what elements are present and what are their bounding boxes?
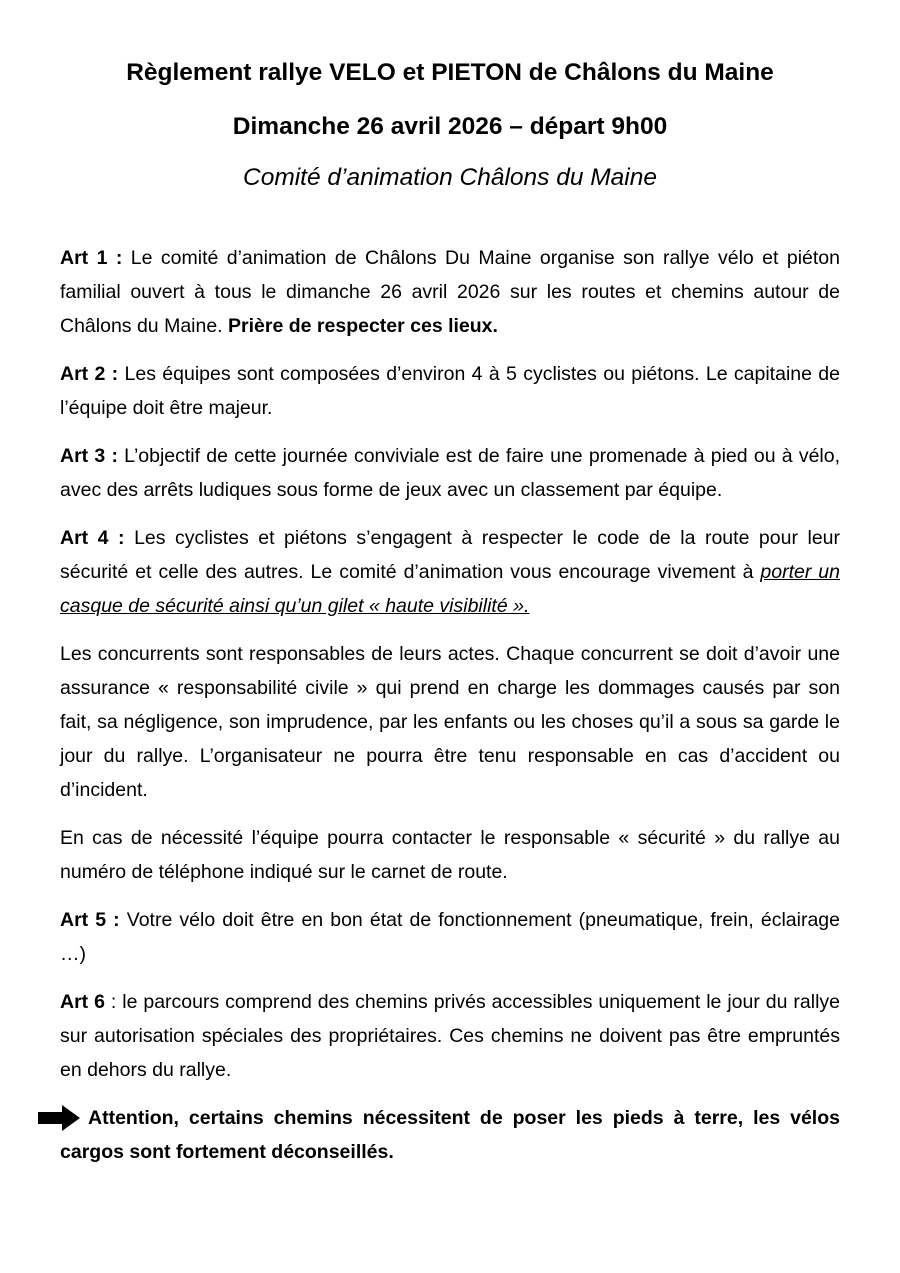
article-1-label: Art 1 :	[60, 247, 123, 269]
article-3-label: Art 3 :	[60, 445, 118, 467]
document-title: Règlement rallye VELO et PIETON de Châlons du Maine	[126, 59, 774, 86]
article-3-text: L’objectif de cette journée conviviale est de faire une promenade à pied ou à vélo, avec des arrêts ludiques sous forme de jeux avec un classement par équipe.	[60, 445, 841, 501]
article-5	[60, 903, 840, 971]
article-5-text: Votre vélo doit être en bon état de fonctionnement (pneumatique, frein, éclairage …)	[60, 909, 840, 965]
article-6-text: : le parcours comprend des chemins privés accessibles uniquement le jour du rallye sur autorisation spéciales des propriétaires. Ces chemins ne doivent pas être empruntés en dehors du rallye.	[60, 991, 840, 1081]
rules-body	[60, 241, 840, 1169]
organizer-subtitle: Comité d’animation Châlons du Maine	[243, 164, 657, 191]
article-4	[60, 521, 840, 623]
attention-text: Attention, certains chemins nécessitent de poser les pieds à terre, les vélos cargos sont fortement déconseillés.	[60, 1107, 840, 1163]
article-6-label: Art 6	[60, 991, 105, 1013]
article-4-text: Les cyclistes et piétons s’engagent à respecter le code de la route pour leur sécurité et celle des autres. Le comité d’animation vous encourage vivement à	[60, 527, 840, 583]
article-1	[60, 241, 840, 343]
article-6	[60, 985, 840, 1087]
article-1-bold-note: Prière de respecter ces lieux.	[228, 315, 498, 337]
attention-note	[60, 1101, 840, 1169]
article-4-emphasis: porter un casque de sécurité ainsi qu’un gilet « haute visibilité ».	[60, 561, 840, 617]
security-contact-paragraph: En cas de nécessité l’équipe pourra contacter le responsable « sécurité » du rallye au numéro de téléphone indiqué sur le carnet de route.	[60, 827, 840, 883]
event-date-line: Dimanche 26 avril 2026 – départ 9h00	[232, 113, 668, 140]
article-2-label: Art 2 :	[60, 363, 119, 385]
right-arrow-icon	[38, 1105, 80, 1131]
article-2	[60, 357, 840, 425]
article-4-label: Art 4 :	[60, 527, 125, 549]
article-3	[60, 439, 840, 507]
article-1-text: Le comité d’animation de Châlons Du Maine organise son rallye vélo et piéton familial ouvert à tous le dimanche 26 avril 2026 sur les routes et chemins autour de Châlons du Maine.	[60, 247, 840, 337]
responsibility-paragraph: Les concurrents sont responsables de leurs actes. Chaque concurrent se doit d’avoir une assurance « responsabilité civile » qui prend en charge les dommages causés par son fait, sa négligence, son imprudence, par les enfants ou les choses qu’il a sous sa garde le jour du rallye. L’organisateur ne pourra être tenu responsable en cas d’accident ou d’incident.	[60, 643, 840, 801]
article-2-text: Les équipes sont composées d’environ 4 à 5 cyclistes ou piétons. Le capitaine de l’équipe doit être majeur.	[60, 363, 840, 419]
article-5-label: Art 5 :	[60, 909, 120, 931]
